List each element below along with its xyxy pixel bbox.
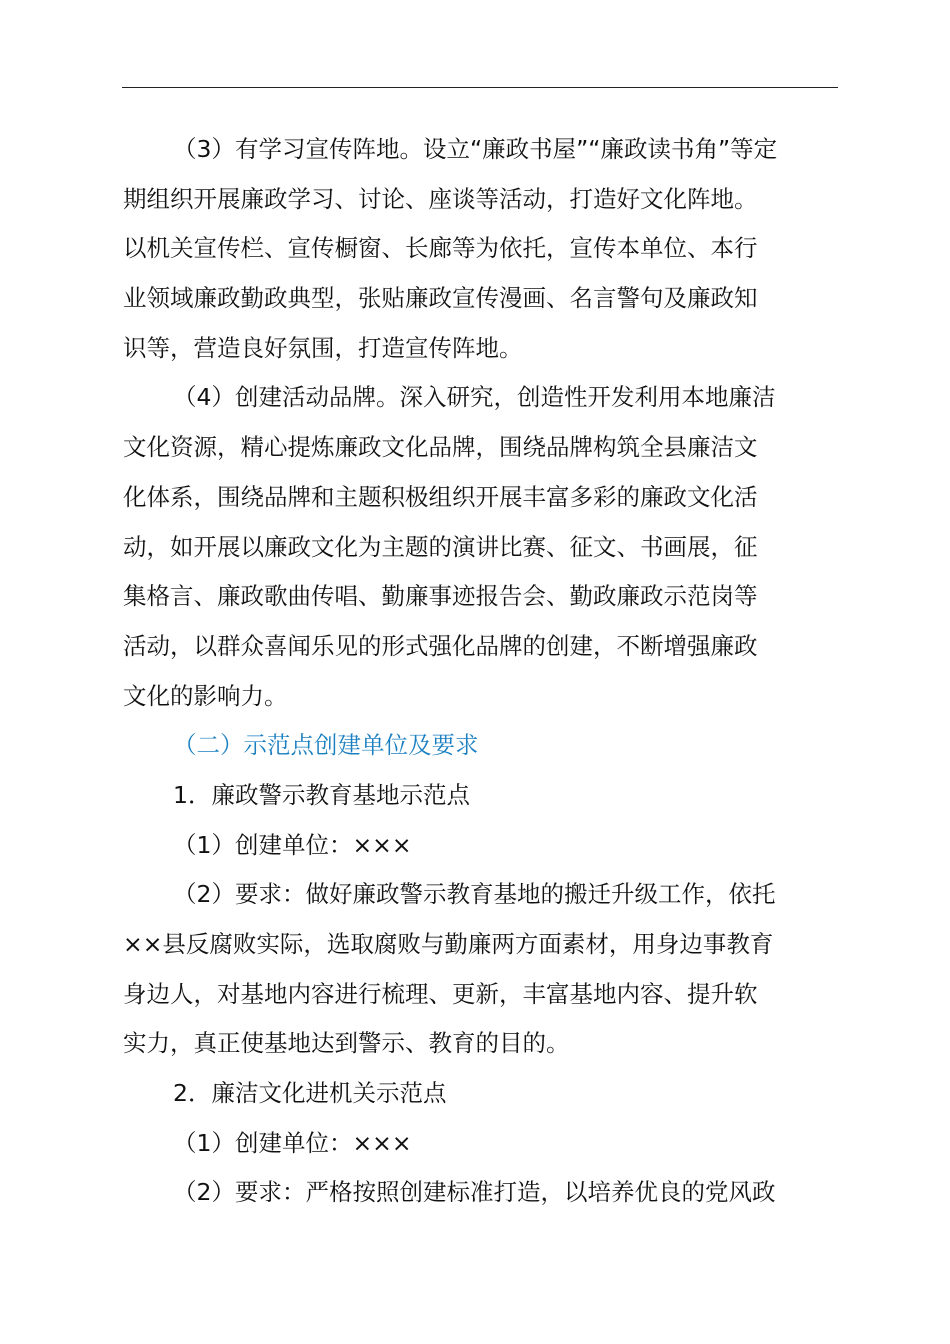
paragraph-line: ××县反腐败实际，选取腐败与勤廉两方面素材，用身边事教育 bbox=[123, 930, 774, 958]
paragraph-line: （2）要求：做好廉政警示教育基地的搬迁升级工作，依托 bbox=[173, 880, 776, 909]
paragraph-line: 2．廉洁文化进机关示范点 bbox=[173, 1079, 447, 1108]
header-rule bbox=[122, 87, 838, 88]
paragraph-line: （1）创建单位：××× bbox=[173, 830, 412, 859]
paragraph-line: 化体系，围绕品牌和主题积极组织开展丰富多彩的廉政文化活 bbox=[123, 482, 758, 511]
paragraph-line: 识等，营造良好氛围，打造宣传阵地。 bbox=[123, 333, 523, 362]
paragraph-line: 文化资源，精心提炼廉政文化品牌，围绕品牌构筑全县廉洁文 bbox=[123, 433, 758, 462]
section-heading: （二）示范点创建单位及要求 bbox=[173, 731, 479, 760]
paragraph-line: 业领域廉政勤政典型，张贴廉政宣传漫画、名言警句及廉政知 bbox=[123, 284, 758, 313]
paragraph-line: 实力，真正使基地达到警示、教育的目的。 bbox=[123, 1029, 570, 1058]
paragraph-line: 1．廉政警示教育基地示范点 bbox=[173, 780, 470, 809]
paragraph-line: 集格言、廉政歌曲传唱、勤廉事迹报告会、勤政廉政示范岗等 bbox=[123, 582, 758, 611]
paragraph-line: （2）要求：严格按照创建标准打造，以培养优良的党风政 bbox=[173, 1178, 776, 1207]
paragraph-line: （3）有学习宣传阵地。设立“廉政书屋”“廉政读书角”等定 bbox=[173, 135, 778, 163]
paragraph-line: （1）创建单位：××× bbox=[173, 1128, 412, 1157]
paragraph-line: 以机关宣传栏、宣传橱窗、长廊等为依托，宣传本单位、本行 bbox=[123, 234, 758, 263]
paragraph-line: 文化的影响力。 bbox=[123, 681, 288, 710]
document-body bbox=[123, 125, 839, 1218]
paragraph-line: 期组织开展廉政学习、讨论、座谈等活动，打造好文化阵地。 bbox=[123, 184, 758, 213]
paragraph-line: （4）创建活动品牌。深入研究，创造性开发利用本地廉洁 bbox=[173, 383, 776, 412]
paragraph-line: 动，如开展以廉政文化为主题的演讲比赛、征文、书画展，征 bbox=[123, 532, 758, 561]
paragraph-line: 身边人，对基地内容进行梳理、更新，丰富基地内容、提升软 bbox=[123, 979, 758, 1008]
paragraph-line: 活动，以群众喜闻乐见的形式强化品牌的创建，不断增强廉政 bbox=[123, 631, 758, 660]
